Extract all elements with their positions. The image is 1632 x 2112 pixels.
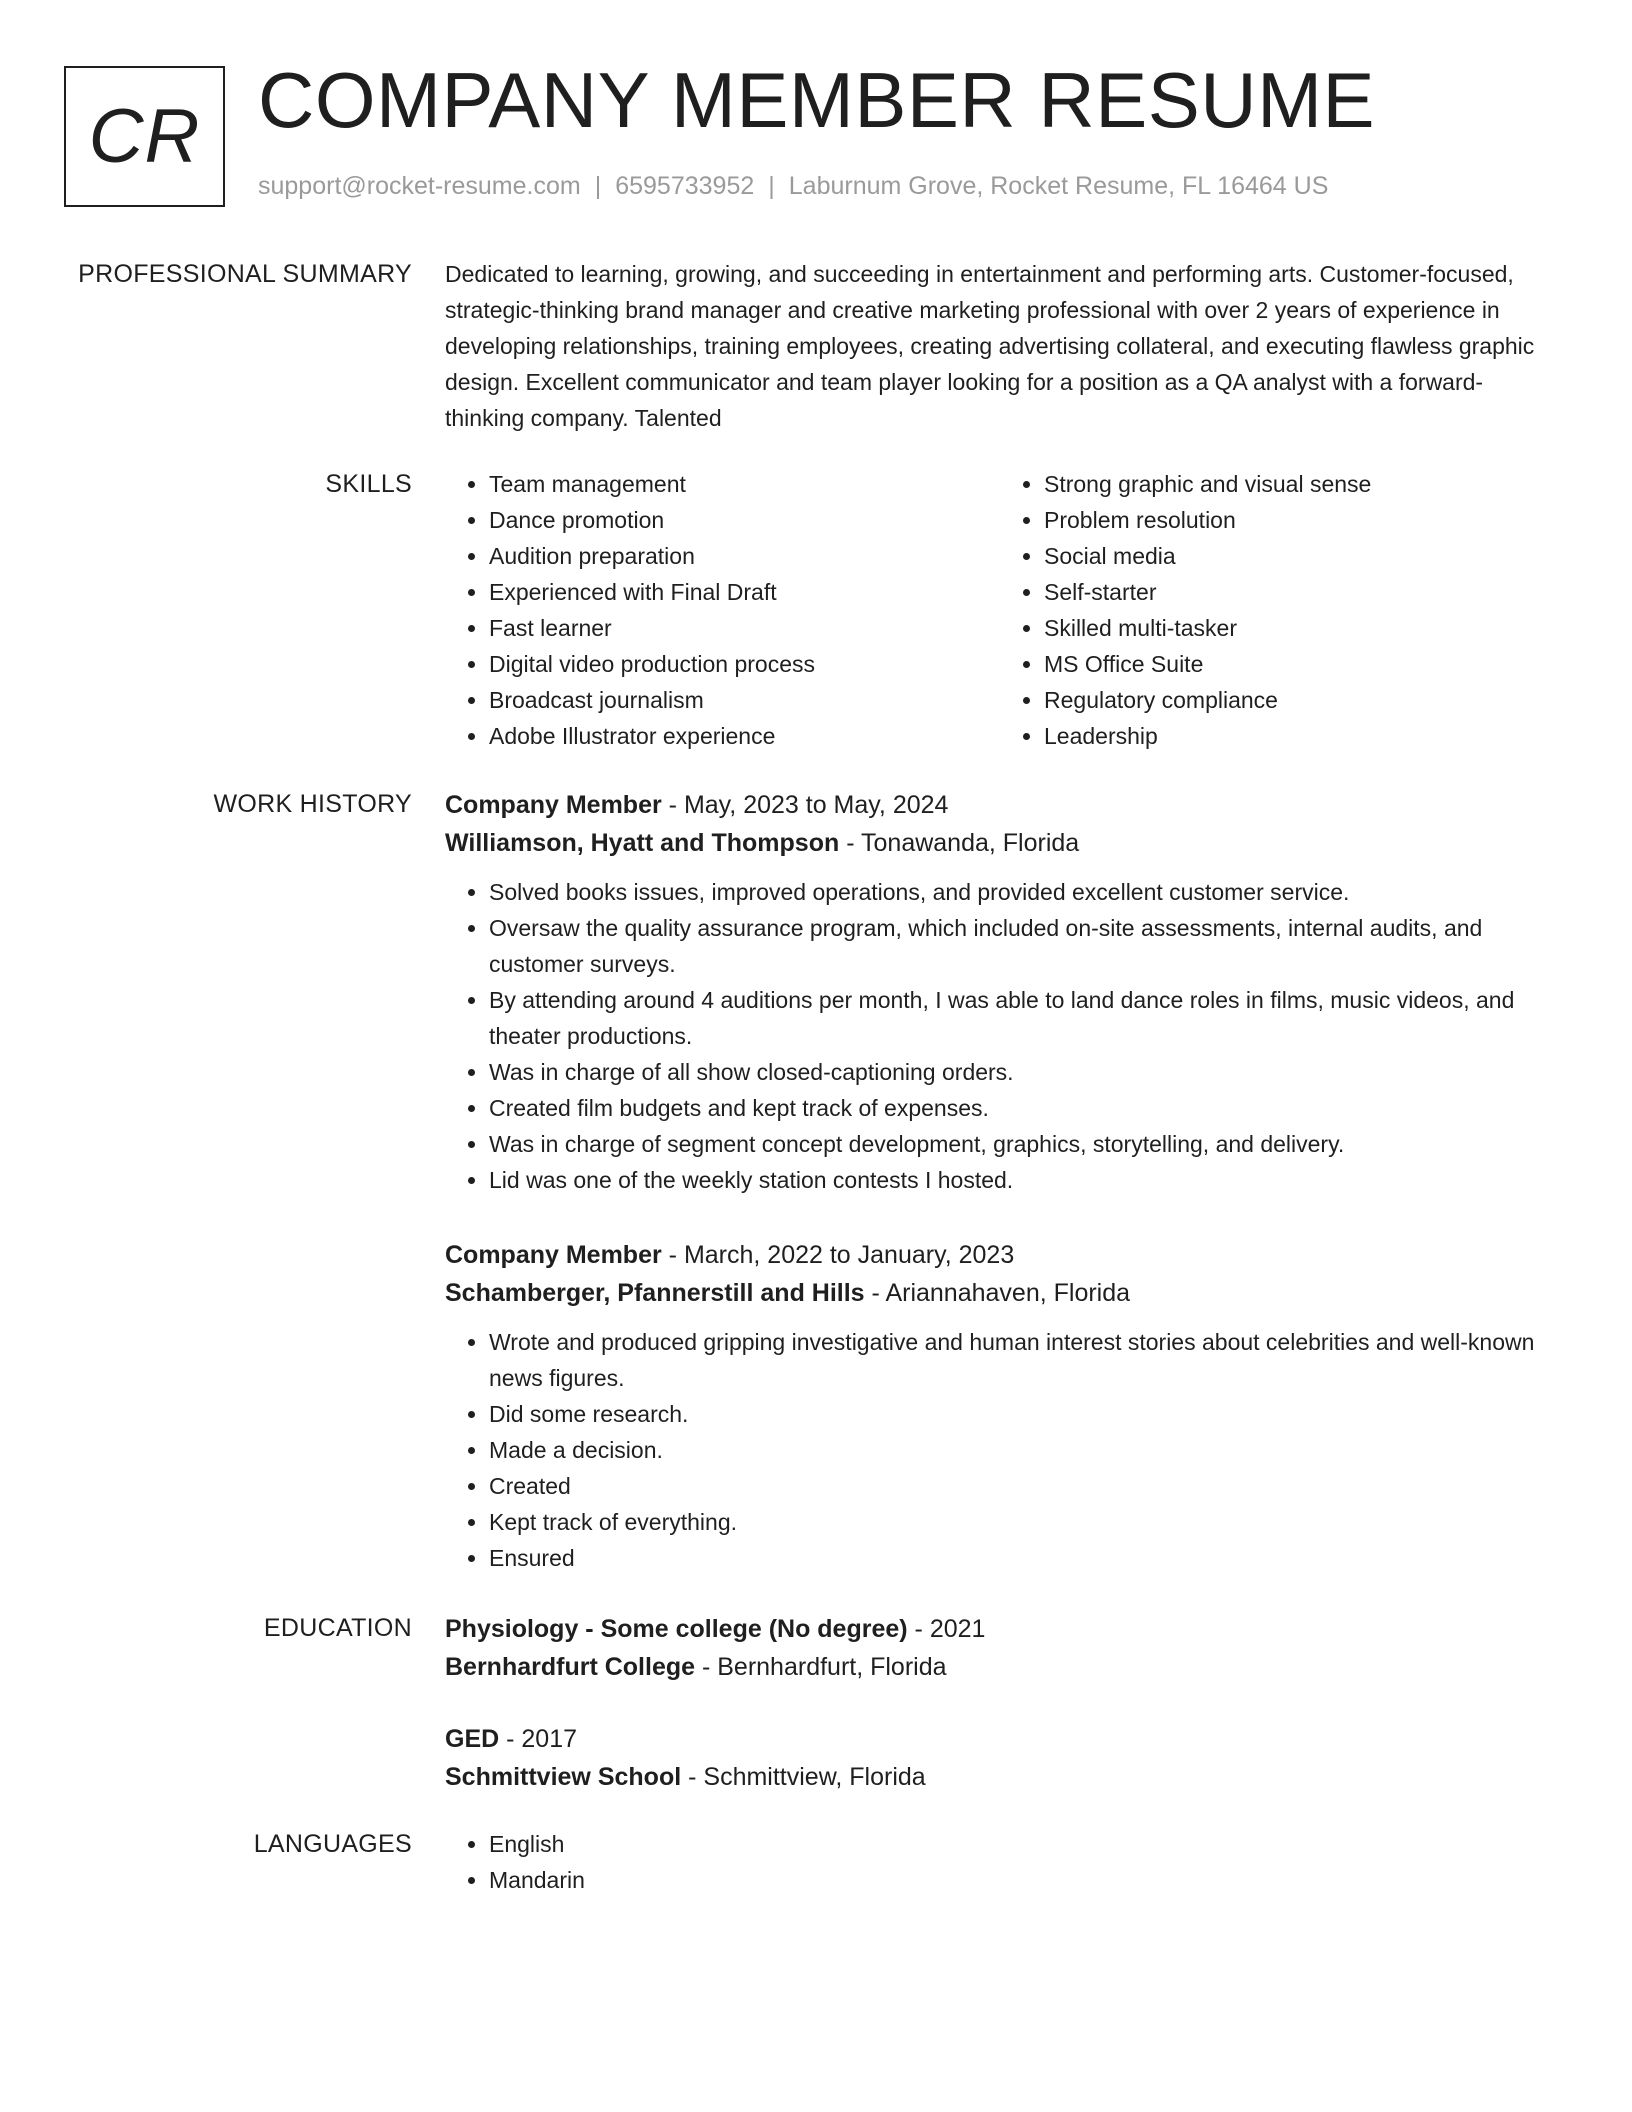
job-duty-item: • Kept track of everything.	[489, 1504, 1555, 1540]
job-dates: May, 2023 to May, 2024	[683, 791, 949, 819]
skill-item: • Social media	[1044, 538, 1555, 574]
contact-separator: |	[768, 172, 775, 200]
job-entry	[445, 1236, 1555, 1576]
skill-item: • Problem resolution	[1044, 502, 1555, 538]
skill-item: • Dance promotion	[489, 502, 1000, 538]
skill-item: • MS Office Suite	[1044, 646, 1555, 682]
contact-address: Laburnum Grove, Rocket Resume, FL 16464 US	[788, 172, 1329, 200]
education-location: Schmittview, Florida	[703, 1763, 926, 1791]
skill-item: • Audition preparation	[489, 538, 1000, 574]
job-entry	[445, 786, 1555, 1198]
job-company: Schamberger, Pfannerstill and Hills	[445, 1279, 865, 1307]
skills-list-right	[1000, 466, 1555, 754]
job-company-line: Schamberger, Pfannerstill and Hills - Ariannahaven, Florida	[445, 1279, 1131, 1307]
education-location: Bernhardfurt, Florida	[717, 1653, 947, 1681]
education-school: Bernhardfurt College	[445, 1653, 696, 1681]
job-duty-item: • Solved books issues, improved operations, and provided excellent customer service.	[489, 874, 1555, 910]
skill-item: • Strong graphic and visual sense	[1044, 466, 1555, 502]
job-title-line: Company Member - May, 2023 to May, 2024	[445, 791, 949, 819]
skills-columns	[445, 466, 1555, 754]
summary-text: Dedicated to learning, growing, and succeeding in entertainment and performing arts. Customer-focused, strategic-thinking brand manager and creative marketing professional with over 2 years of experience in developing relationships, training employees, creating advertising collateral, and executing flawless graphic design. Excellent communicator and team player looking for a position as a QA analyst with a forward-thinking company. Talented	[445, 261, 1535, 431]
job-duty-item: • Ensured	[489, 1540, 1555, 1576]
job-duty-item: • Wrote and produced gripping investigative and human interest stories about celebrities and well-known news figures.	[489, 1324, 1555, 1396]
job-duty-item: • Lid was one of the weekly station contests I hosted.	[489, 1162, 1555, 1198]
language-item: • English	[489, 1826, 1555, 1862]
section-heading-work: WORK HISTORY	[213, 790, 412, 818]
job-title: Company Member	[445, 791, 662, 819]
job-duty-item: • Was in charge of segment concept development, graphics, storytelling, and delivery.	[489, 1126, 1555, 1162]
work-history-body	[445, 786, 1555, 1576]
job-duty-item: • Created film budgets and kept track of expenses.	[489, 1090, 1555, 1126]
skill-item: • Skilled multi-tasker	[1044, 610, 1555, 646]
job-duty-item: • Did some research.	[489, 1396, 1555, 1432]
section-heading-skills: SKILLS	[325, 470, 412, 498]
resume-title: COMPANY MEMBER RESUME	[258, 56, 1376, 144]
job-duty-item: • Was in charge of all show closed-captioning orders.	[489, 1054, 1555, 1090]
skill-item: • Adobe Illustrator experience	[489, 718, 1000, 754]
skill-item: • Regulatory compliance	[1044, 682, 1555, 718]
education-degree-line: Physiology - Some college (No degree) - 2021	[445, 1615, 986, 1643]
skill-item: • Leadership	[1044, 718, 1555, 754]
education-school-line: Schmittview School - Schmittview, Florida	[445, 1763, 926, 1791]
skill-item: • Broadcast journalism	[489, 682, 1000, 718]
skills-list-left	[445, 466, 1000, 754]
education-school: Schmittview School	[445, 1763, 682, 1791]
education-body	[445, 1610, 1555, 1796]
job-duty-item: • Created	[489, 1468, 1555, 1504]
job-company-line: Williamson, Hyatt and Thompson - Tonawanda, Florida	[445, 829, 1080, 857]
job-location: Tonawanda, Florida	[861, 829, 1080, 857]
job-duties-list	[445, 1324, 1555, 1576]
education-degree: Physiology - Some college (No degree)	[445, 1615, 908, 1643]
skill-item: • Self-starter	[1044, 574, 1555, 610]
skill-item: • Team management	[489, 466, 1000, 502]
section-heading-languages: LANGUAGES	[253, 1830, 412, 1858]
skill-item: • Fast learner	[489, 610, 1000, 646]
monogram-logo: CR	[64, 66, 225, 207]
job-title: Company Member	[445, 1241, 662, 1269]
languages-body	[445, 1826, 1555, 1898]
skill-item: • Experienced with Final Draft	[489, 574, 1000, 610]
contact-email: support@rocket-resume.com	[258, 172, 581, 200]
education-entry	[445, 1720, 1555, 1796]
education-degree-line: GED - 2017	[445, 1725, 578, 1753]
job-duty-item: • By attending around 4 auditions per month, I was able to land dance roles in films, music videos, and theater productions.	[489, 982, 1555, 1054]
education-year: 2021	[929, 1615, 986, 1643]
section-heading-education: EDUCATION	[263, 1614, 412, 1642]
job-duty-item: • Made a decision.	[489, 1432, 1555, 1468]
education-degree: GED	[445, 1725, 500, 1753]
contact-separator: |	[594, 172, 602, 200]
education-school-line: Bernhardfurt College - Bernhardfurt, Florida	[445, 1653, 947, 1681]
contact-line	[258, 172, 1328, 201]
job-company: Williamson, Hyatt and Thompson	[445, 829, 840, 857]
language-item: • Mandarin	[489, 1862, 1555, 1898]
job-title-line: Company Member - March, 2022 to January, 2023	[445, 1241, 1015, 1269]
job-duties-list	[445, 874, 1555, 1198]
job-location: Ariannahaven, Florida	[885, 1279, 1131, 1307]
languages-list	[445, 1826, 1555, 1898]
education-year: 2017	[521, 1725, 578, 1753]
skill-item: • Digital video production process	[489, 646, 1000, 682]
section-heading-summary: PROFESSIONAL SUMMARY	[78, 260, 412, 288]
education-entry	[445, 1610, 1555, 1686]
job-duty-item: • Oversaw the quality assurance program, which included on-site assessments, internal audits, and customer surveys.	[489, 910, 1555, 982]
job-dates: March, 2022 to January, 2023	[683, 1241, 1015, 1269]
contact-phone: 6595733952	[615, 172, 755, 200]
